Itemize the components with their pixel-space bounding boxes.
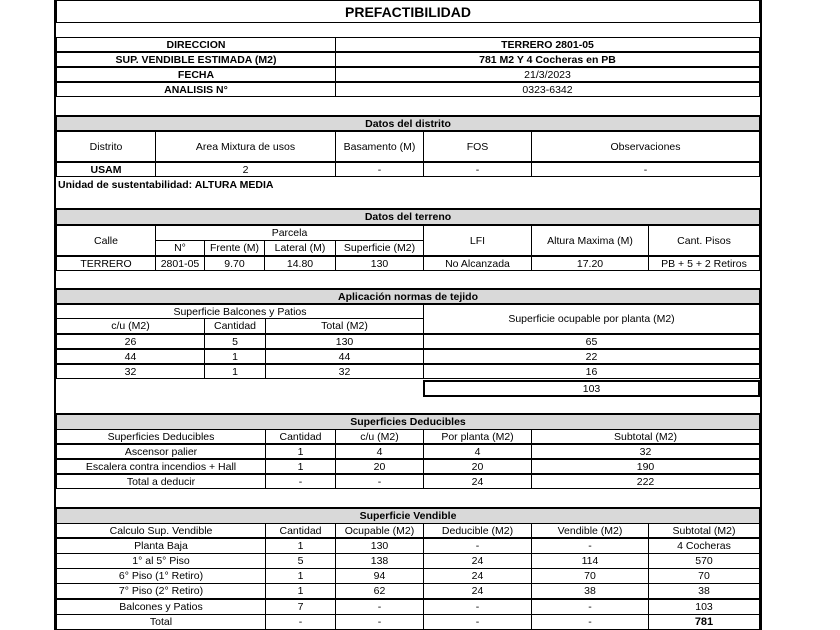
table-cell: 1 (204, 349, 266, 364)
table-cell: 17.20 (531, 256, 649, 271)
table-cell: 5 (204, 334, 266, 349)
column-header: c/u (M2) (335, 429, 424, 444)
section-title: Datos del terreno (56, 208, 760, 225)
table-cell: 1 (265, 583, 336, 599)
column-subheader: Cantidad (204, 318, 266, 334)
info-label: DIRECCION (56, 37, 336, 52)
table-cell: - (531, 538, 649, 554)
table-cell: 1 (265, 568, 336, 584)
table-cell: Escalera contra incendios + Hall (56, 459, 266, 474)
tejido-data-row (56, 349, 760, 364)
table-cell: 114 (531, 553, 649, 569)
distrito-note-row (56, 177, 760, 193)
table-cell: TERRERO (56, 256, 156, 271)
tejido-total-row (56, 380, 760, 397)
column-header: Basamento (M) (335, 131, 424, 162)
table-cell: 62 (335, 583, 424, 599)
info-value: TERRERO 2801-05 (335, 37, 760, 52)
section-title: Superficies Deducibles (56, 413, 760, 430)
column-header: Subtotal (M2) (531, 429, 760, 444)
column-header: Superficie Balcones y Patios (56, 304, 424, 319)
table-cell: PB + 5 + 2 Retiros (648, 256, 760, 271)
table-cell: 7° Piso (2° Retiro) (56, 583, 266, 599)
terreno-data-row (56, 256, 760, 271)
distrito-note: Unidad de sustentabilidad: ALTURA MEDIA (56, 177, 760, 193)
column-header: Cantidad (265, 429, 336, 444)
table-cell: - (423, 614, 532, 630)
table-cell: 4 (335, 444, 424, 459)
column-header: Subtotal (M2) (648, 523, 760, 538)
table-cell: 1 (204, 364, 266, 379)
table-cell: - (423, 162, 532, 177)
table-cell: 2 (155, 162, 336, 177)
column-header: Distrito (56, 131, 156, 162)
table-cell: 32 (265, 364, 424, 379)
info-label: ANALISIS N° (56, 82, 336, 97)
table-cell: - (265, 614, 336, 630)
column-header: Altura Maxima (M) (531, 225, 649, 256)
distrito-header-row (56, 131, 760, 162)
vendible-total-row (56, 614, 760, 630)
vendible-grand-total: 781 (648, 614, 760, 630)
table-cell: 222 (531, 474, 760, 489)
table-cell: - (423, 538, 532, 554)
table-cell: 2801-05 (155, 256, 205, 271)
table-cell: Total (56, 614, 266, 630)
distrito-data-row (56, 162, 760, 177)
column-subheader: Lateral (M) (264, 240, 336, 256)
column-header: Superficies Deducibles (56, 429, 266, 444)
table-cell: Ascensor palier (56, 444, 266, 459)
table-cell: 44 (56, 349, 205, 364)
ocupable-total: 103 (423, 380, 760, 397)
column-header: Cantidad (265, 523, 336, 538)
table-cell: - (265, 474, 336, 489)
info-row (56, 37, 760, 52)
tejido-data-row (56, 334, 760, 349)
table-cell: 22 (423, 349, 760, 364)
info-row (56, 67, 760, 82)
table-cell: 190 (531, 459, 760, 474)
table-cell: 70 (531, 568, 649, 584)
column-header: Observaciones (531, 131, 760, 162)
column-subheader: Total (M2) (265, 318, 424, 334)
column-header: Ocupable (M2) (335, 523, 424, 538)
deducibles-header-row (56, 429, 760, 444)
table-cell: 130 (335, 256, 424, 271)
table-cell: - (531, 599, 649, 615)
column-header: Deducible (M2) (423, 523, 532, 538)
column-header: Calculo Sup. Vendible (56, 523, 266, 538)
table-cell: 9.70 (204, 256, 265, 271)
tejido-data-row (56, 364, 760, 379)
table-cell: - (423, 599, 532, 615)
info-label: FECHA (56, 67, 336, 82)
column-header: Calle (56, 225, 156, 256)
column-subheader: Superficie (M2) (335, 240, 424, 256)
section-title: Datos del distrito (56, 115, 760, 131)
column-subheader: c/u (M2) (56, 318, 205, 334)
table-cell: 7 (265, 599, 336, 615)
column-header: Area Mixtura de usos (155, 131, 336, 162)
table-cell: Balcones y Patios (56, 599, 266, 615)
section-header-vendible (56, 507, 760, 524)
table-cell: 24 (423, 553, 532, 569)
table-cell: 4 (423, 444, 532, 459)
table-cell: 6° Piso (1° Retiro) (56, 568, 266, 584)
info-label: SUP. VENDIBLE ESTIMADA (M2) (56, 52, 336, 67)
table-cell: 130 (265, 334, 424, 349)
info-value: 21/3/2023 (335, 67, 760, 82)
info-value: 0323-6342 (335, 82, 760, 97)
table-cell: 20 (335, 459, 424, 474)
info-row (56, 82, 760, 97)
table-cell: - (531, 614, 649, 630)
column-header: Parcela (155, 225, 424, 241)
table-cell: 32 (531, 444, 760, 459)
vendible-data-row (56, 568, 760, 584)
info-value: 781 M2 Y 4 Cocheras en PB (335, 52, 760, 67)
table-cell: 70 (648, 568, 760, 584)
terreno-header-row (56, 225, 760, 256)
table-cell: - (335, 474, 424, 489)
table-cell: 1° al 5° Piso (56, 553, 266, 569)
table-cell: 24 (423, 474, 532, 489)
vendible-data-row (56, 583, 760, 599)
table-cell: - (335, 599, 424, 615)
table-cell: 94 (335, 568, 424, 584)
table-cell: 32 (56, 364, 205, 379)
table-cell: USAM (56, 162, 156, 177)
table-cell: 4 Cocheras (648, 538, 760, 554)
section-title: Superficie Vendible (56, 507, 760, 524)
table-cell: 20 (423, 459, 532, 474)
table-cell: Planta Baja (56, 538, 266, 554)
title-row (56, 0, 760, 23)
section-header-deducibles (56, 413, 760, 430)
vendible-data-row (56, 599, 760, 615)
deducibles-data-row (56, 444, 760, 459)
table-cell: 24 (423, 568, 532, 584)
table-cell: No Alcanzada (423, 256, 532, 271)
table-cell: 24 (423, 583, 532, 599)
prefactibilidad-sheet (54, 0, 762, 630)
deducibles-data-row (56, 474, 760, 489)
vendible-header-row (56, 523, 760, 538)
info-row (56, 52, 760, 67)
deducibles-data-row (56, 459, 760, 474)
table-cell: 1 (265, 538, 336, 554)
section-header-distrito (56, 115, 760, 131)
table-cell: 65 (423, 334, 760, 349)
section-header-terreno (56, 208, 760, 225)
table-cell: 103 (648, 599, 760, 615)
table-cell: 26 (56, 334, 205, 349)
table-cell: 14.80 (264, 256, 336, 271)
table-cell: 1 (265, 444, 336, 459)
vendible-data-row (56, 553, 760, 569)
section-header-tejido (56, 288, 760, 304)
column-subheader: N° (155, 240, 205, 256)
column-header: LFI (423, 225, 532, 256)
table-cell: - (335, 162, 424, 177)
table-cell: 130 (335, 538, 424, 554)
column-header: Superficie ocupable por planta (M2) (423, 304, 760, 334)
table-cell: - (335, 614, 424, 630)
table-cell: 1 (265, 459, 336, 474)
vendible-data-row (56, 538, 760, 554)
page-title: PREFACTIBILIDAD (56, 0, 760, 23)
section-title: Aplicación normas de tejido (56, 288, 760, 304)
column-header: Cant. Pisos (648, 225, 760, 256)
column-header: Vendible (M2) (531, 523, 649, 538)
table-cell: 570 (648, 553, 760, 569)
table-cell: 44 (265, 349, 424, 364)
column-header: FOS (423, 131, 532, 162)
table-cell: 38 (648, 583, 760, 599)
table-cell: 138 (335, 553, 424, 569)
tejido-header-row (56, 304, 760, 334)
table-cell: 16 (423, 364, 760, 379)
table-cell: 5 (265, 553, 336, 569)
column-subheader: Frente (M) (204, 240, 265, 256)
column-header: Por planta (M2) (423, 429, 532, 444)
table-cell: Total a deducir (56, 474, 266, 489)
table-cell: - (531, 162, 760, 177)
table-cell: 38 (531, 583, 649, 599)
